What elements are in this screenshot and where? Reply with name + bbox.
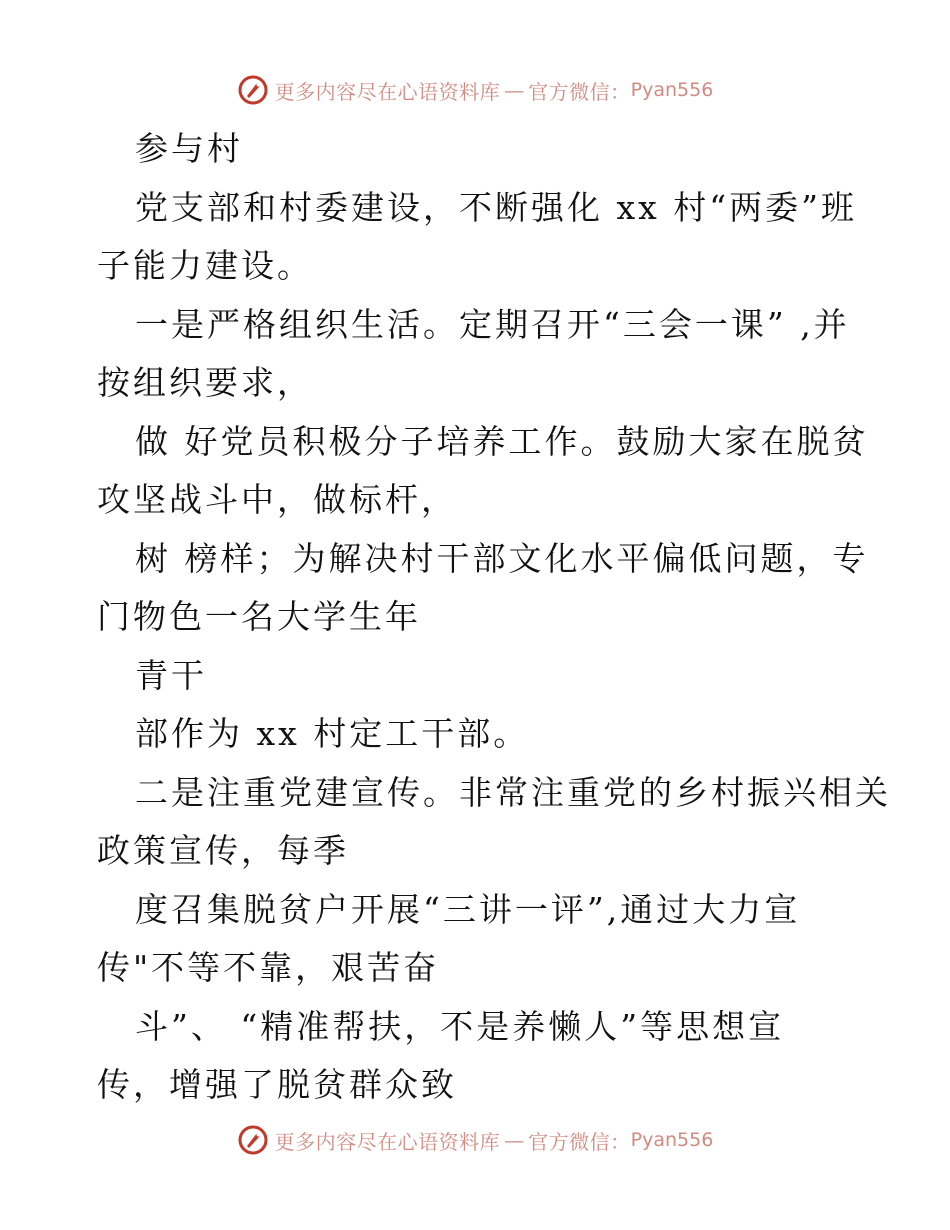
paragraph-line: 传，增强了脱贫群众致 — [97, 1065, 457, 1104]
paragraph-line: 门物色一名大学生年 — [97, 597, 421, 636]
watermark-dash: — — [504, 78, 525, 102]
watermark-contact-label: 官方微信： — [528, 79, 631, 104]
watermark-contact-id: Pyan556 — [630, 1129, 714, 1151]
pen-nib-circle-icon — [237, 74, 269, 106]
paragraph-line: 党支部和村委建设，不断强化 xx 村“两委”班 — [135, 187, 857, 227]
paragraph-line: 斗”、 “精准帮扶，不是养懒人”等思想宣 — [135, 1006, 785, 1046]
watermark-site-text: 更多内容尽在心语资料库 — [274, 79, 501, 104]
paragraph-line: 度召集脱贫户开展“三讲一评”,通过大力宣 — [135, 889, 801, 929]
footer-watermark — [0, 1120, 950, 1160]
pen-nib-circle-icon — [237, 1124, 269, 1156]
paragraph-line: 做 好党员积极分子培养工作。鼓励大家在脱贫 — [135, 421, 869, 461]
paragraph-line: 传"不等不靠，艰苦奋 — [97, 948, 440, 987]
paragraph-line: 按组织要求， — [97, 363, 313, 402]
paragraph-line: 参与村 — [135, 129, 243, 168]
paragraph-line: 二是注重党建宣传。非常注重党的乡村振兴相关 — [135, 772, 891, 812]
watermark-site-text: 更多内容尽在心语资料库 — [274, 1129, 501, 1154]
document-body — [97, 120, 891, 1115]
paragraph-line: 子能力建设。 — [97, 246, 313, 285]
paragraph-line: 政策宣传，每季 — [97, 831, 349, 870]
watermark-contact-label: 官方微信： — [528, 1129, 631, 1154]
header-watermark — [0, 70, 950, 110]
paragraph-line: 青干 — [135, 655, 207, 695]
watermark-dash: — — [504, 1128, 525, 1152]
paragraph-line: 攻坚战斗中，做标杆， — [97, 480, 457, 519]
paragraph-line: 部作为 xx 村定工干部。 — [135, 714, 530, 753]
paragraph-line: 树 榜样；为解决村干部文化水平偏低问题，专 — [135, 538, 869, 578]
watermark-contact-id: Pyan556 — [630, 79, 714, 101]
paragraph-line: 一是严格组织生活。定期召开“三会一课” ,并 — [135, 304, 850, 344]
